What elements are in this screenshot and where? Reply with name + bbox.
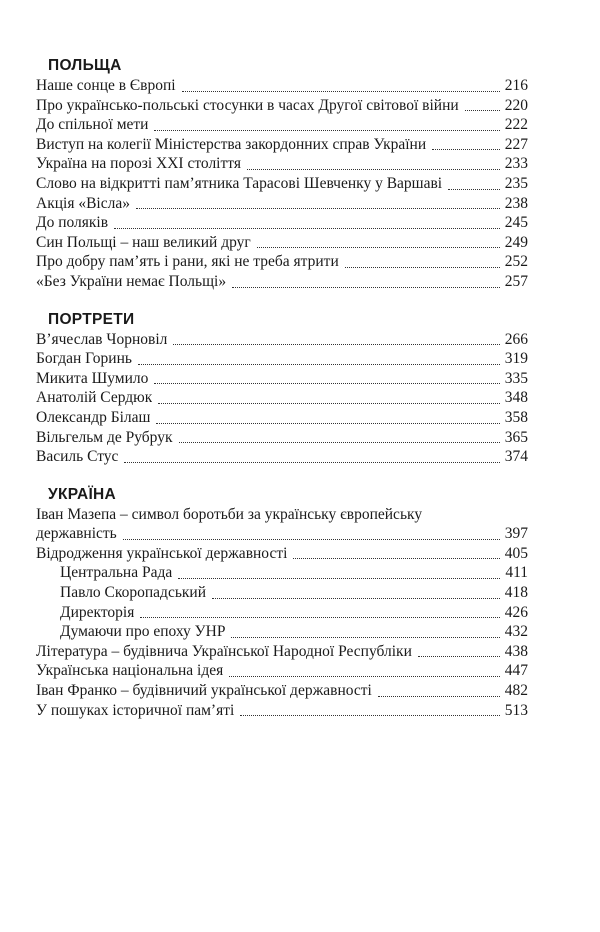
entry-title: Українська національна ідея <box>36 662 224 680</box>
entry-title: «Без України немає Польщі» <box>36 272 227 290</box>
entry-title: В’ячеслав Чорновіл <box>36 330 168 348</box>
entry-page-number: 227 <box>504 135 528 153</box>
entry-title: Павло Скоропадський <box>60 584 207 602</box>
entry-title: До поляків <box>36 214 109 232</box>
dot-leader <box>158 403 500 404</box>
dot-leader <box>156 423 500 424</box>
table-of-contents <box>36 56 528 738</box>
toc-subentry <box>36 603 528 623</box>
entry-page-number: 432 <box>504 623 528 641</box>
entry-page-number: 397 <box>504 525 528 543</box>
toc-entry <box>36 115 528 135</box>
toc-entry <box>36 349 528 369</box>
entry-page-number: 513 <box>504 701 528 719</box>
entry-title: Виступ на колегії Міністерства закордонних справ України <box>36 135 427 153</box>
entry-title: Про українсько-польські стосунки в часах Другої світової війни <box>36 96 459 114</box>
entry-title: Центральна Рада <box>60 564 173 582</box>
entry-title: Наше сонце в Європі <box>36 77 176 94</box>
toc-subentry <box>36 583 528 603</box>
entry-title: Іван Мазепа – символ боротьби за українську європейську <box>36 505 423 523</box>
dot-leader <box>418 656 500 657</box>
section-portraits <box>36 310 528 467</box>
dot-leader <box>229 676 500 677</box>
toc-entry <box>36 447 528 467</box>
entry-title: Анатолій Сердюк <box>36 389 153 407</box>
section-poland <box>36 56 528 292</box>
entry-title: Богдан Горинь <box>36 350 132 368</box>
dot-leader <box>240 715 500 716</box>
dot-leader <box>114 228 500 229</box>
entry-title: Олександр Білаш <box>36 408 151 426</box>
entry-page-number: 220 <box>504 96 528 114</box>
entry-title: Слово на відкритті пам’ятника Тарасові Шевченку у Варшаві <box>36 174 443 192</box>
dot-leader <box>257 247 500 248</box>
toc-entry <box>36 408 528 428</box>
toc-entry <box>36 194 528 214</box>
entry-title: Література – будівнича Української Народної Республіки <box>36 642 412 660</box>
entry-title: У пошуках історичної пам’яті <box>36 701 235 719</box>
toc-entry <box>36 135 528 155</box>
toc-entry <box>36 701 528 721</box>
entry-page-number: 418 <box>504 584 528 602</box>
dot-leader <box>178 578 500 579</box>
dot-leader <box>448 189 500 190</box>
dot-leader <box>136 208 500 209</box>
entry-title: Акція «Вісла» <box>36 194 130 212</box>
entry-title: Син Польщі – наш великий друг <box>36 233 251 251</box>
entry-page-number: 348 <box>504 389 528 407</box>
entry-title: Микита Шумило <box>36 369 149 387</box>
entry-page-number: 235 <box>504 174 528 192</box>
toc-entry <box>36 388 528 408</box>
toc-entry <box>36 154 528 174</box>
dot-leader <box>182 91 500 92</box>
entry-page-number: 335 <box>504 369 528 387</box>
toc-entry <box>36 505 528 544</box>
entry-page-number: 447 <box>504 662 528 680</box>
toc-entry <box>36 544 528 564</box>
dot-leader <box>293 558 500 559</box>
toc-entry <box>36 252 528 272</box>
toc-entry <box>36 213 528 233</box>
toc-entry <box>36 272 528 292</box>
entry-page-number: 249 <box>504 233 528 251</box>
toc-entry <box>36 369 528 389</box>
entry-page-number: 411 <box>505 564 528 582</box>
entry-page-number: 222 <box>504 116 528 134</box>
dot-leader <box>378 696 500 697</box>
toc-entry <box>36 174 528 194</box>
toc-subentry <box>36 622 528 642</box>
dot-leader <box>247 169 500 170</box>
entry-page-number: 365 <box>504 428 528 446</box>
dot-leader <box>432 149 500 150</box>
section-heading: ПОРТРЕТИ <box>48 310 135 328</box>
entry-title: Директорія <box>60 603 135 621</box>
dot-leader <box>212 598 500 599</box>
entry-title-continuation: державність <box>36 525 117 543</box>
toc-entry <box>36 642 528 662</box>
dot-leader <box>140 617 500 618</box>
toc-entry <box>36 428 528 448</box>
entry-title: До спільної мети <box>36 116 149 134</box>
dot-leader <box>123 539 500 540</box>
dot-leader <box>179 442 501 443</box>
entry-page-number: 266 <box>504 330 528 348</box>
entry-page-number: 238 <box>504 194 528 212</box>
dot-leader <box>345 267 500 268</box>
entry-title: Василь Стус <box>36 448 119 466</box>
dot-leader <box>124 462 500 463</box>
toc-entry <box>36 681 528 701</box>
entry-page-number: 257 <box>504 272 528 290</box>
entry-page-number: 374 <box>504 448 528 466</box>
entry-page-number: 245 <box>504 214 528 232</box>
entry-title: Іван Франко – будівничий української державності <box>36 682 372 700</box>
toc-entry <box>36 330 528 350</box>
toc-entry <box>36 96 528 116</box>
toc-entry <box>36 233 528 253</box>
section-heading: УКРАЇНА <box>48 485 117 503</box>
dot-leader <box>232 287 500 288</box>
entry-title: Відродження української державності <box>36 544 288 562</box>
entry-page-number: 216 <box>504 77 528 94</box>
dot-leader <box>465 110 500 111</box>
entry-title: Вільгельм де Рубрук <box>36 428 173 446</box>
entry-page-number: 482 <box>504 682 528 700</box>
dot-leader <box>154 383 500 384</box>
entry-page-number: 405 <box>504 544 528 562</box>
dot-leader <box>231 637 500 638</box>
section-heading: ПОЛЬЩА <box>48 57 122 74</box>
entry-page-number: 358 <box>504 408 528 426</box>
toc-entry <box>36 76 528 96</box>
dot-leader <box>173 344 500 345</box>
toc-subentry <box>36 563 528 583</box>
entry-page-number: 438 <box>504 642 528 660</box>
dot-leader <box>154 130 500 131</box>
dot-leader <box>138 364 500 365</box>
section-ukraine <box>36 485 528 721</box>
entry-title: Думаючи про епоху УНР <box>60 623 226 641</box>
entry-page-number: 233 <box>504 155 528 173</box>
entry-page-number: 252 <box>504 253 528 271</box>
toc-entry <box>36 661 528 681</box>
entry-title: Про добру пам’ять і рани, які не треба ятрити <box>36 253 339 271</box>
entry-page-number: 426 <box>504 603 528 621</box>
entry-page-number: 319 <box>504 350 528 368</box>
entry-title: Україна на порозі XXI століття <box>36 155 241 173</box>
